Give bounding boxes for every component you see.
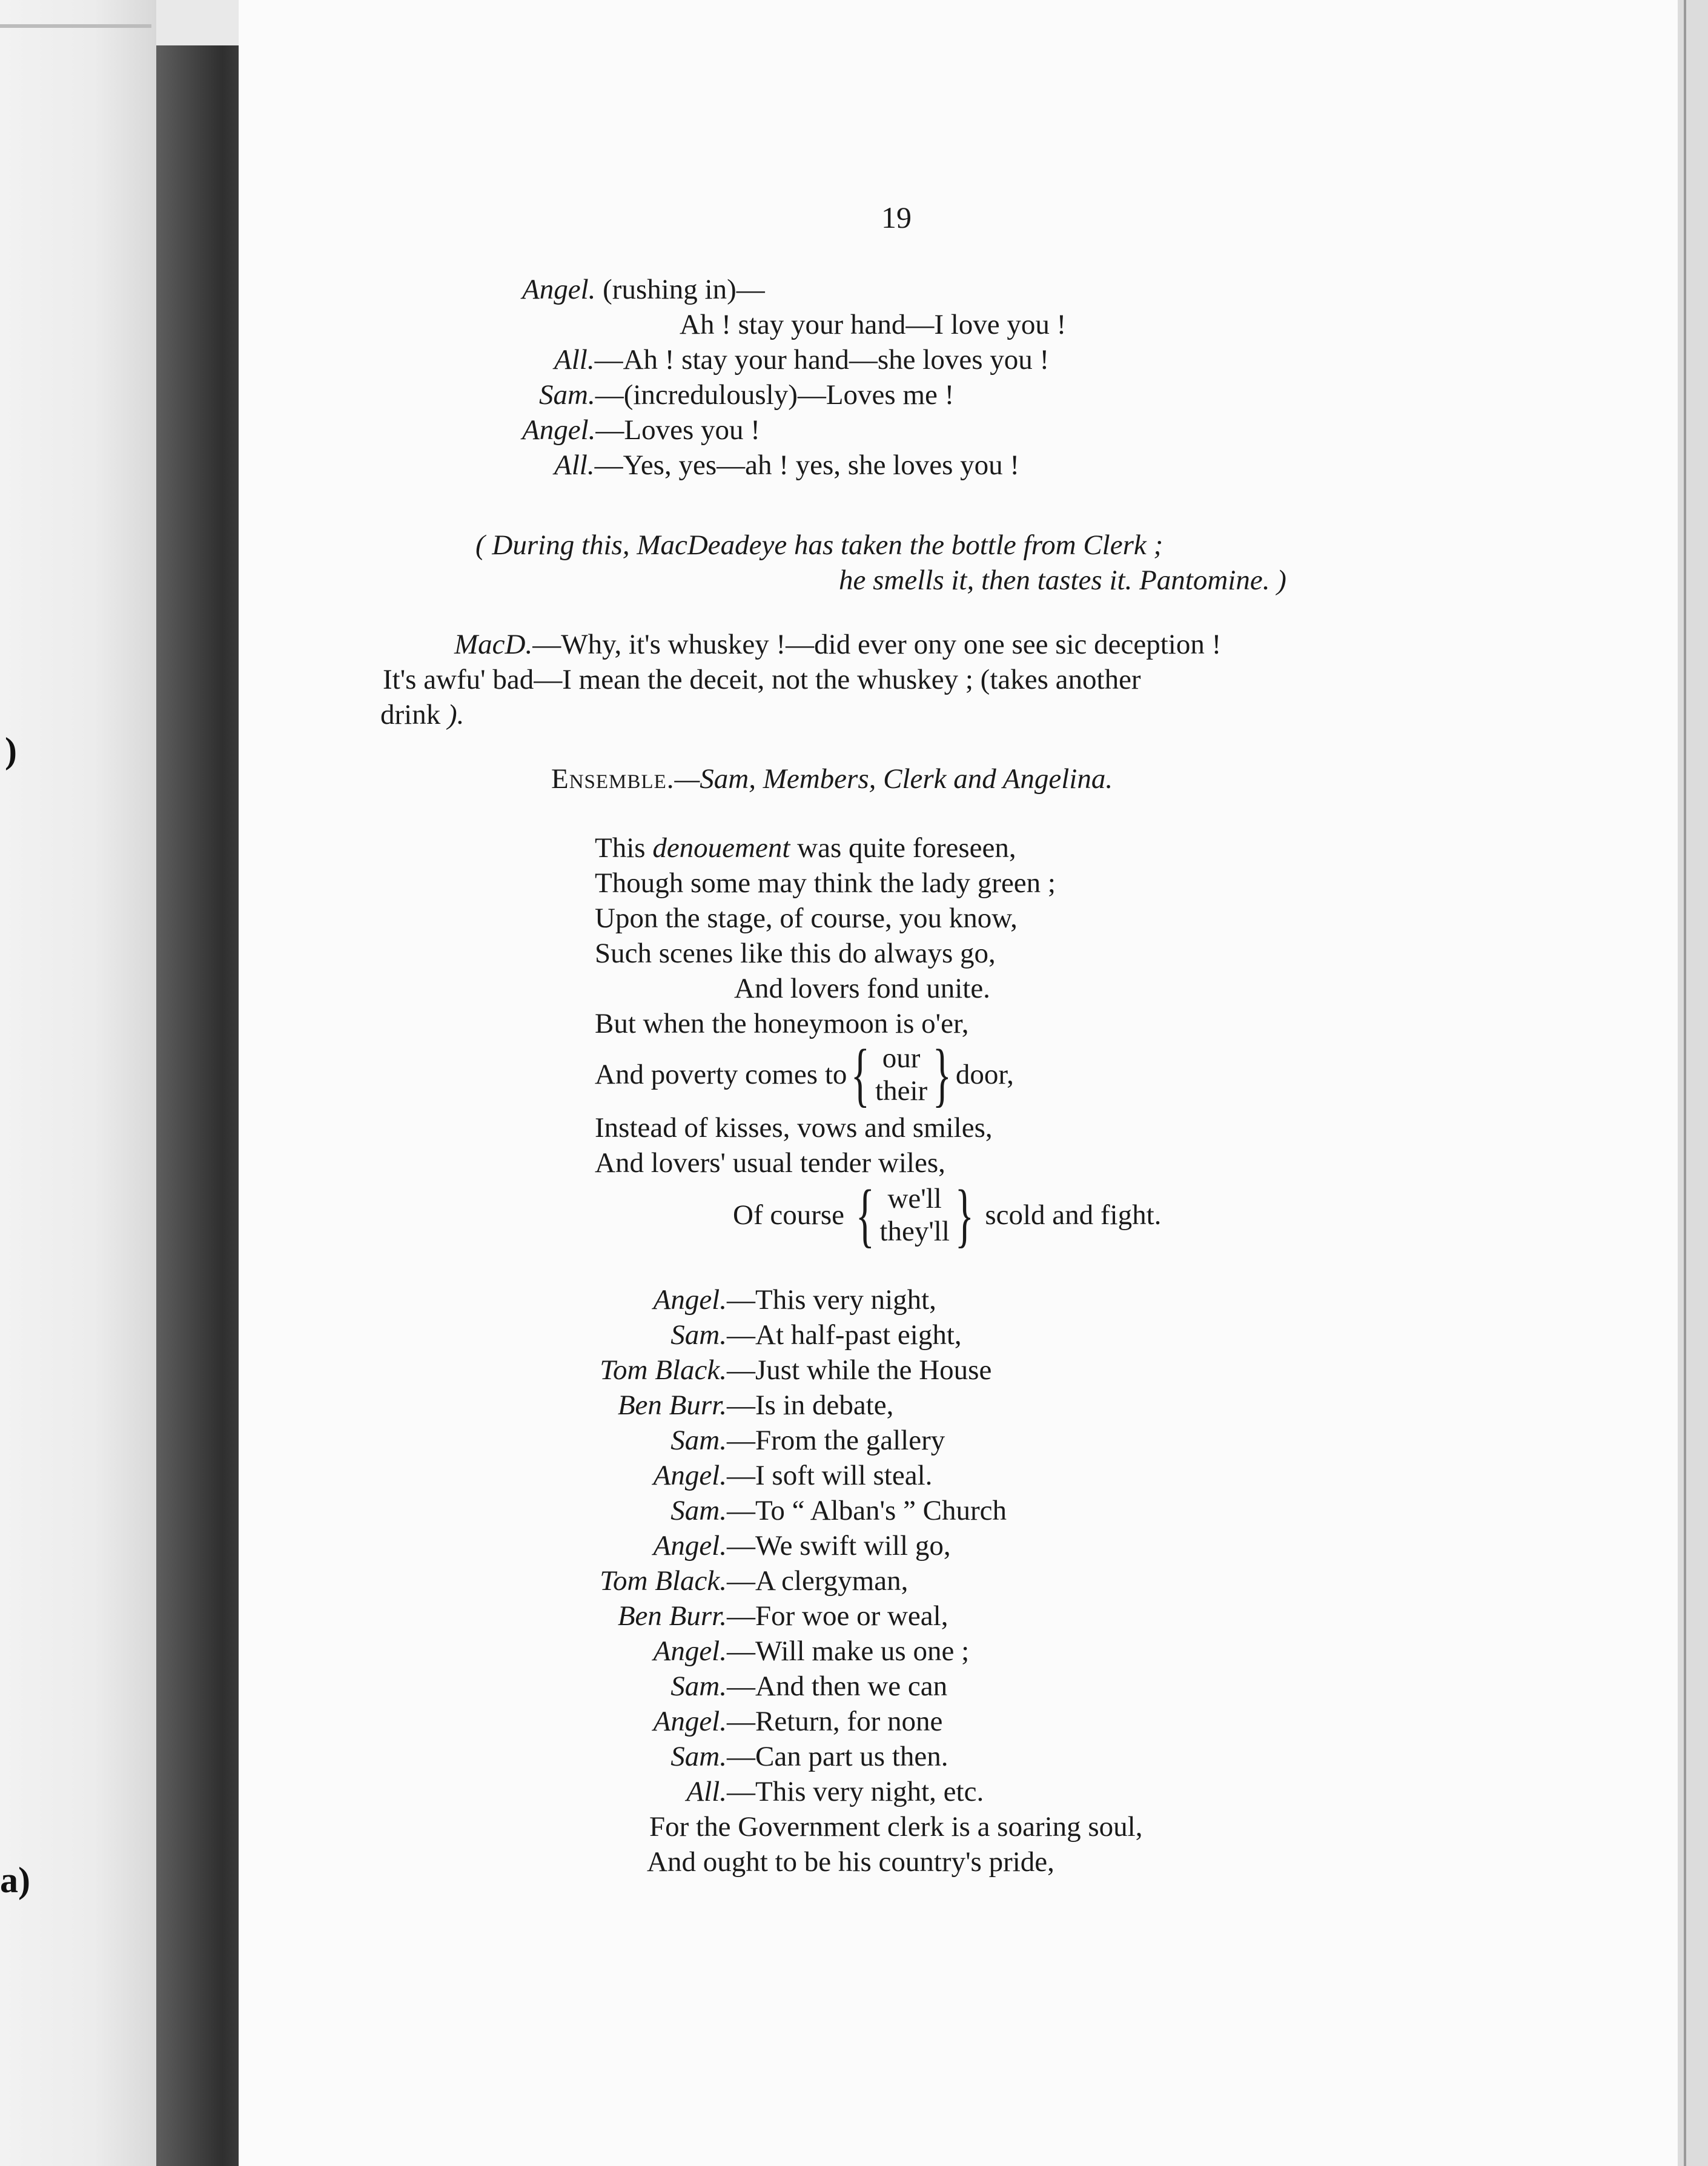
speaker-label: Sam. [670, 1495, 727, 1526]
dialogue-text: —Just while the House [727, 1354, 992, 1386]
dialogue-text: —This very night, [727, 1284, 936, 1316]
speaker-label: Ben Burr. [617, 1389, 727, 1421]
book-spine-shadow [156, 45, 239, 2166]
speaker-label: Sam. [670, 1741, 727, 1772]
stage-direction-line: he smells it, then tastes it. Pantomine. ) [839, 565, 1286, 596]
verse-line: And lovers fond unite. [734, 973, 990, 1004]
dialogue-text: —Is in debate, [727, 1389, 894, 1421]
left-brace: { [851, 1035, 870, 1114]
closing-line: And ought to be his country's pride, [647, 1846, 1054, 1878]
dialogue-text: —Return, for none [727, 1706, 943, 1737]
verse-line-brace: And poverty comes to { our their } door, [595, 1035, 1014, 1114]
facing-page-edge [0, 0, 156, 2166]
verse-line: And lovers' usual tender wiles, [595, 1147, 945, 1179]
dialogue-text: —This very night, etc. [727, 1776, 984, 1807]
dialogue-line: Sam.—(incredulously)—Loves me ! [539, 379, 955, 411]
stage-direction-line: ( During this, MacDeadeye has taken the bottle from Clerk ; [475, 529, 1163, 561]
verse-line: Instead of kisses, vows and smiles, [595, 1112, 993, 1144]
facing-page-rule [0, 24, 151, 28]
dialogue-text: —For woe or weal, [727, 1600, 948, 1632]
speaker-label: Sam. [670, 1671, 727, 1702]
page-number: 19 [881, 200, 912, 234]
speaker-label: Tom Black. [600, 1565, 727, 1597]
dialogue-line: Angel. (rushing in)— [522, 274, 765, 305]
closing-line: For the Government clerk is a soaring soul, [649, 1811, 1143, 1843]
dialogue-text: —From the gallery [727, 1425, 945, 1456]
dialogue-text: —Can part us then. [727, 1741, 948, 1772]
speaker-label: Tom Black. [600, 1354, 727, 1386]
dialogue-line: All.—Yes, yes—ah ! yes, she loves you ! [554, 449, 1020, 481]
speaker-label: Sam. [670, 1319, 727, 1351]
dialogue-text: —Will make us one ; [727, 1635, 970, 1667]
macd-line: It's awfu' bad—I mean the deceit, not the whuskey ; (takes another [383, 664, 1141, 695]
dialogue-text: —A clergyman, [727, 1565, 909, 1597]
verse-line: This denouement was quite foreseen, [595, 832, 1016, 864]
macd-line: MacD.—Why, it's whuskey !—did ever ony one see sic deception ! [454, 629, 1222, 660]
speaker-label: Angel. [653, 1706, 727, 1737]
dialogue-text: —And then we can [727, 1671, 948, 1702]
ensemble-heading: Ensemble.—Sam, Members, Clerk and Angelina. [551, 763, 1113, 795]
left-brace: { [855, 1175, 875, 1254]
dialogue-line: All.—Ah ! stay your hand—she loves you ! [554, 344, 1050, 376]
speaker-label: Angel. [653, 1460, 727, 1491]
speaker-label: Ben Burr. [617, 1600, 727, 1632]
macd-line: drink ). [380, 699, 465, 730]
speaker-label: Sam. [670, 1425, 727, 1456]
speaker-label: Angel. [653, 1635, 727, 1667]
right-edge-line [1684, 0, 1686, 2166]
word-alternatives: our their [875, 1042, 928, 1107]
dialogue-text: —To “ Alban's ” Church [727, 1495, 1007, 1526]
speaker-label: Angel. [653, 1530, 727, 1562]
verse-line-brace: Of course { we'll they'll } scold and fight. [733, 1175, 1162, 1254]
dialogue-text: —We swift will go, [727, 1530, 951, 1562]
speaker-label: All. [686, 1776, 727, 1807]
dialogue-line: Angel.—Loves you ! [522, 414, 760, 446]
verse-line: Such scenes like this do always go, [595, 938, 996, 969]
margin-mark: a) [0, 1860, 30, 1900]
dialogue-line: Ah ! stay your hand—I love you ! [680, 309, 1067, 340]
right-brace: } [955, 1175, 974, 1254]
margin-mark: ) [5, 730, 17, 770]
word-alternatives: we'll they'll [879, 1183, 950, 1247]
dialogue-text: —I soft will steal. [727, 1460, 933, 1491]
speaker-label: Angel. [653, 1284, 727, 1316]
dialogue-text: —At half-past eight, [727, 1319, 962, 1351]
verse-line: But when the honeymoon is o'er, [595, 1008, 969, 1039]
verse-line: Upon the stage, of course, you know, [595, 903, 1018, 934]
right-brace: } [932, 1035, 952, 1114]
verse-line: Though some may think the lady green ; [595, 867, 1056, 899]
right-page-edge [1678, 0, 1708, 2166]
